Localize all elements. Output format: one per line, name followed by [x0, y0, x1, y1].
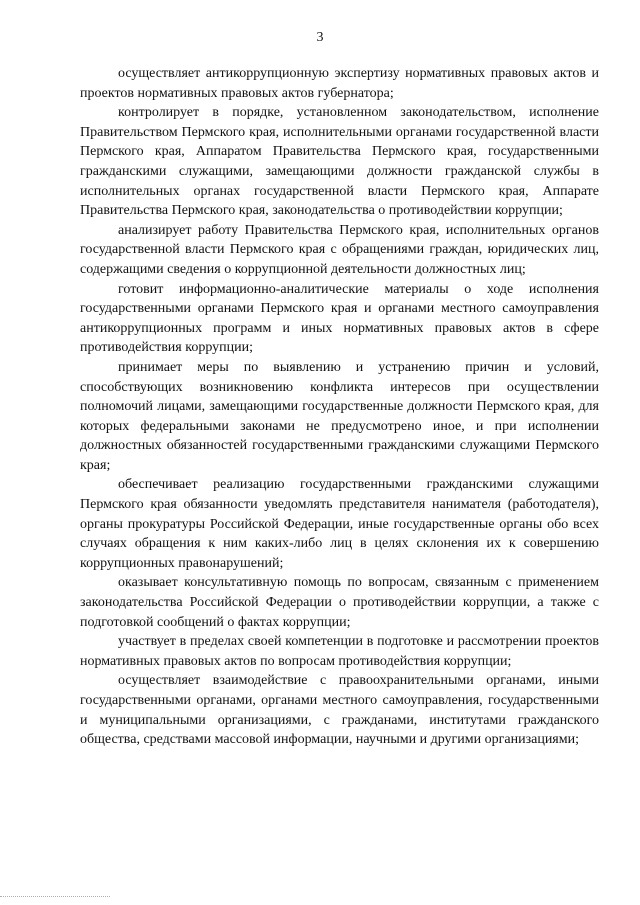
paragraph-control: контролирует в порядке, установленном законодательством, исполнение Правительством Пермского края, исполнительными органами государственной власти Пермского края, Аппаратом Правительства Пермского края, государственными гражданскими служащими, замещающими должности гражданской службы в исполнительных органах государственной власти Пермского края, Аппарате Правительства Пермского края, законодательства о противодействии коррупции;: [80, 105, 599, 219]
paragraph-analysis: анализирует работу Правительства Пермского края, исполнительных органов государственной власти Пермского края с обращениями граждан, юридических лиц, содержащими сведения о коррупционной деятельности должностных лиц;: [80, 222, 599, 277]
document-body: [80, 64, 599, 750]
paragraph-interaction: осуществляет взаимодействие с правоохранительными органами, иными государственными органами, органами местного самоуправления, государственными и муниципальными организациями, с гражданами, институтами гражданского общества, средствами массовой информации, научными и другими организациями;: [80, 673, 599, 748]
paragraph-notification: обеспечивает реализацию государственными гражданскими служащими Пермского края обязанности уведомлять представителя нанимателя (работодателя), органы прокуратуры Российской Федерации, иные государственные органы обо всех случаях обращения к ним каких-либо лиц в целях склонения их к совершению коррупционных правонарушений;: [80, 477, 599, 571]
paragraph-materials: готовит информационно-аналитические материалы о ходе исполнения государственными органами Пермского края и органами местного самоуправления антикоррупционных программ и иных нормативных правовых актов в сфере противодействия коррупции;: [80, 281, 599, 356]
scan-edge-divider: [0, 896, 110, 897]
paragraph-conflict-of-interest: принимает меры по выявлению и устранению причин и условий, способствующих возникновению конфликта интересов при осуществлении полномочий лицами, замещающими государственные должности Пермского края, для которых федеральными законами не предусмотрено иное, и при исполнении должностных обязанностей государственными гражданскими служащими Пермского края;: [80, 359, 599, 473]
paragraph-consulting: оказывает консультативную помощь по вопросам, связанным с применением законодательства Российской Федерации о противодействии коррупции, а также с подготовкой сообщений о фактах коррупции;: [80, 575, 599, 630]
page-number: 3: [316, 30, 324, 45]
paragraph-expertise: осуществляет антикоррупционную экспертизу нормативных правовых актов и проектов нормативных правовых актов губернатора;: [80, 66, 599, 101]
paragraph-drafting: участвует в пределах своей компетенции в подготовке и рассмотрении проектов нормативных правовых актов по вопросам противодействия коррупции;: [80, 634, 599, 669]
